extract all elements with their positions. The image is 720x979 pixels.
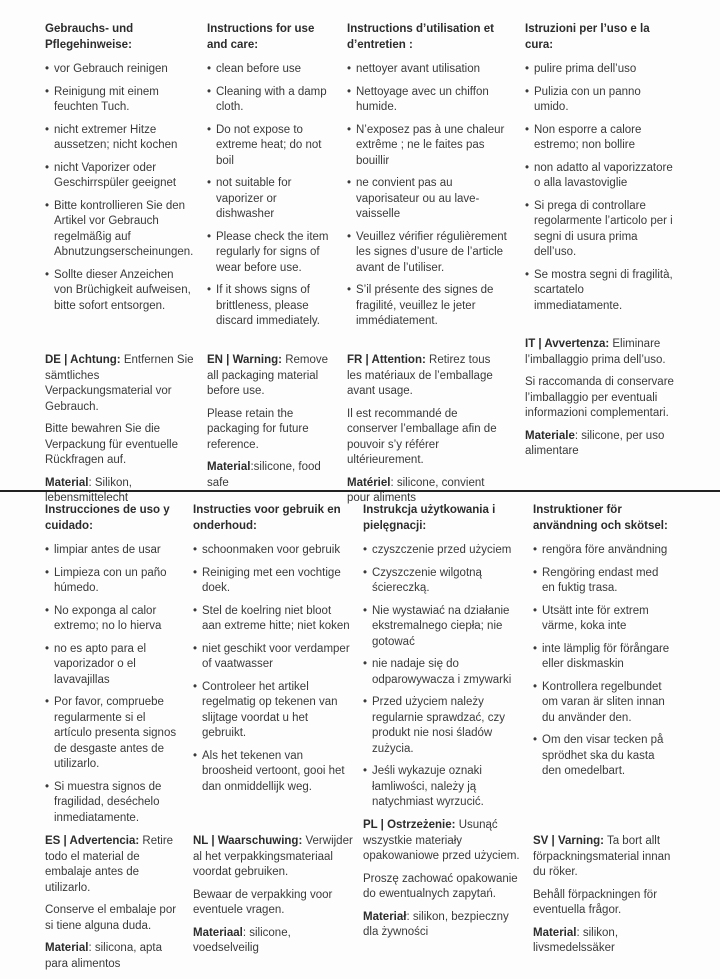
- de-heading: Gebrauchs- und Pflegehinweise:: [45, 23, 134, 51]
- list-item: • Non esporre a calore estremo; non bollire: [525, 123, 675, 154]
- en-warning-label: EN | Warning:: [207, 354, 282, 366]
- sv-warning: [533, 834, 673, 964]
- en-heading: Instructions for use and care:: [207, 23, 315, 51]
- it-warning: [525, 337, 675, 467]
- it-list: [525, 62, 675, 314]
- list-item: • niet geschikt voor verdamper of vaatwasser: [193, 642, 353, 673]
- es-list: [45, 543, 185, 826]
- list-item: • Reiniging met een vochtige doek.: [193, 566, 353, 597]
- material-info: Material: silicona, apta para alimentos: [45, 942, 162, 970]
- material-info: Materiaal: silicone, voedselveilig: [193, 926, 291, 954]
- list-item: • Als het tekenen van broosheid vertoont, gooi het dan onmiddellijk weg.: [193, 749, 353, 796]
- list-item: • Cleaning with a damp cloth.: [207, 85, 337, 116]
- de-instructions: [45, 22, 195, 321]
- list-item: • Reinigung mit einem feuchten Tuch.: [45, 85, 195, 116]
- warning-text: SV | Varning: Ta bort allt förpackningsmaterial innan du röker.: [533, 835, 671, 878]
- nl-list: [193, 543, 353, 795]
- it-warning-label: IT | Avvertenza:: [525, 338, 610, 350]
- list-item: • Pulizia con un panno umido.: [525, 85, 675, 116]
- fr-heading: Instructions d’utilisation et d’entretien :: [347, 23, 494, 51]
- list-item: • Om den visar tecken på sprödhet ska du kasta den omedelbart.: [533, 733, 673, 780]
- list-item: • ne convient pas au vaporisateur ou au lave-vaisselle: [347, 176, 507, 223]
- sv-list: [533, 543, 673, 780]
- list-item: • Nettoyage avec un chiffon humide.: [347, 85, 507, 116]
- pl-warning: [363, 818, 523, 948]
- nl-warning-label: NL | Waarschuwing:: [193, 835, 303, 847]
- list-item: • nettoyer avant utilisation: [347, 62, 507, 78]
- list-item: • limpiar antes de usar: [45, 543, 185, 559]
- section-divider: [0, 490, 720, 492]
- packaging-note: Bewaar de verpakking voor eventuele vragen.: [193, 888, 333, 916]
- material-info: Matériel: silicone, convient pour aliments: [347, 476, 485, 504]
- sv-heading: Instruktioner för användning och skötsel:: [533, 504, 668, 532]
- pl-instructions: [363, 503, 523, 818]
- list-item: • Se mostra segni di fragilità, scartatelo immediatamente.: [525, 268, 675, 315]
- pl-list: [363, 543, 523, 811]
- list-item: • nicht extremer Hitze aussetzen; nicht kochen: [45, 123, 195, 154]
- list-item: • Please check the item regularly for signs of wear before use.: [207, 230, 337, 277]
- list-item: • S’il présente des signes de fragilité, veuillez le jeter immédiatement.: [347, 283, 507, 330]
- es-heading: Instrucciones de uso y cuidado:: [45, 504, 170, 532]
- fr-list: [347, 62, 507, 330]
- material-info: Material: silikon, livsmedelssäker: [533, 926, 619, 954]
- list-item: • Sollte dieser Anzeichen von Brüchigkeit aufweisen, bitte sofort entsorgen.: [45, 268, 195, 315]
- list-item: • schoonmaken voor gebruik: [193, 543, 353, 559]
- list-item: • clean before use: [207, 62, 337, 78]
- nl-heading: Instructies voor gebruik en onderhoud:: [193, 504, 341, 532]
- pl-warning-label: PL | Ostrzeżenie:: [363, 819, 456, 831]
- list-item: • Utsätt inte för extrem värme, koka inte: [533, 604, 673, 635]
- list-item: • Stel de koelring niet bloot aan extreme hitte; niet koken: [193, 604, 353, 635]
- list-item: • No exponga al calor extremo; no lo hierva: [45, 604, 185, 635]
- list-item: • inte lämplig för förångare eller diskmaskin: [533, 642, 673, 673]
- warning-text: FR | Attention: Retirez tous les matériaux de l’emballage avant usage.: [347, 354, 493, 397]
- list-item: • not suitable for vaporizer or dishwasher: [207, 176, 337, 223]
- list-item: • Si prega di controllare regolarmente l’articolo per i segni di usura prima dell’uso.: [525, 199, 675, 261]
- sv-instructions: [533, 503, 673, 787]
- de-list: [45, 62, 195, 314]
- material-info: Materiale: silicone, per uso alimentare: [525, 429, 665, 457]
- list-item: • vor Gebrauch reinigen: [45, 62, 195, 78]
- material-info: Materiał: silikon, bezpieczny dla żywności: [363, 910, 509, 938]
- warning-text: EN | Warning: Remove all packaging material before use.: [207, 354, 329, 397]
- packaging-note: Behåll förpackningen för eventuella frågor.: [533, 888, 658, 916]
- it-heading: Istruzioni per l’uso e la cura:: [525, 23, 650, 51]
- nl-instructions: [193, 503, 353, 802]
- it-instructions: [525, 22, 675, 321]
- list-item: • Do not expose to extreme heat; do not boil: [207, 123, 337, 170]
- fr-warning-label: FR | Attention:: [347, 354, 426, 366]
- list-item: • Jeśli wykazuje oznaki łamliwości, należy ją natychmiast wyrzucić.: [363, 764, 523, 811]
- list-item: • Czyszczenie wilgotną ściereczką.: [363, 566, 523, 597]
- warning-text: PL | Ostrzeżenie: Usunąć wszystkie materiały opakowaniowe przed użyciem.: [363, 819, 520, 862]
- de-warning-label: DE | Achtung:: [45, 354, 121, 366]
- material-info: Material: Silikon, lebensmittelecht: [45, 476, 132, 504]
- list-item: • Veuillez vérifier régulièrement les signes d’usure de l’article avant de l’utiliser.: [347, 230, 507, 277]
- packaging-note: Proszę zachować opakowanie do ewentualnych zapytań.: [363, 872, 518, 900]
- nl-warning: [193, 834, 353, 964]
- list-item: • rengöra före användning: [533, 543, 673, 559]
- list-item: • non adatto al vaporizzatore o alla lavastoviglie: [525, 161, 675, 192]
- list-item: • Bitte kontrollieren Sie den Artikel vor Gebrauch regelmäßig auf Abnutzungserscheinungen.: [45, 199, 195, 261]
- list-item: • Nie wystawiać na działanie ekstremalnego ciepła; nie gotować: [363, 604, 523, 651]
- en-instructions: [207, 22, 337, 337]
- list-item: • pulire prima dell’uso: [525, 62, 675, 78]
- list-item: • Controleer het artikel regelmatig op tekenen van slijtage voordat u het gebruikt.: [193, 680, 353, 742]
- en-warning: [207, 353, 337, 498]
- list-item: • Limpieza con un paño húmedo.: [45, 566, 185, 597]
- material-info: Material:silicone, food safe: [207, 461, 321, 489]
- list-item: • nicht Vaporizer oder Geschirrspüler geeignet: [45, 161, 195, 192]
- warning-text: ES | Advertencia: Retire todo el material de embalaje antes de utilizarlo.: [45, 835, 174, 894]
- es-warning: [45, 834, 185, 979]
- list-item: • Kontrollera regelbundet om varan är sliten innan du använder den.: [533, 680, 673, 727]
- sv-warning-label: SV | Varning:: [533, 835, 604, 847]
- fr-instructions: [347, 22, 507, 337]
- list-item: • Por favor, compruebe regularmente si el artículo presenta signos de desgaste antes de utilizarlo.: [45, 695, 185, 773]
- packaging-note: Bitte bewahren Sie die Verpackung für eventuelle Rückfragen auf.: [45, 423, 178, 466]
- pl-heading: Instrukcja użytkowania i pielęgnacji:: [363, 504, 496, 532]
- packaging-note: Please retain the packaging for future reference.: [207, 407, 309, 451]
- warning-text: NL | Waarschuwing: Verwijder al het verpakkingsmateriaal voordat gebruiken.: [193, 835, 353, 878]
- list-item: • N’exposez pas à une chaleur extrême ; ne le faites pas bouillir: [347, 123, 507, 170]
- list-item: • czyszczenie przed użyciem: [363, 543, 523, 559]
- es-warning-label: ES | Advertencia:: [45, 835, 140, 847]
- packaging-note: Il est recommandé de conserver l’emballage afin de pouvoir s’y référer ultérieurement.: [347, 407, 497, 466]
- packaging-note: Conserve el embalaje por si tiene alguna duda.: [45, 904, 177, 932]
- list-item: • If it shows signs of brittleness, please discard immediately.: [207, 283, 337, 330]
- list-item: • Przed użyciem należy regularnie sprawdzać, czy produkt nie nosi śladów zużycia.: [363, 695, 523, 757]
- warning-text: DE | Achtung: Entfernen Sie sämtliches Verpackungsmaterial vor Gebrauch.: [45, 354, 194, 413]
- es-instructions: [45, 503, 185, 833]
- packaging-note: Si raccomanda di conservare l’imballaggio per eventuali informazioni complementari.: [525, 376, 674, 419]
- list-item: • nie nadaje się do odparowywacza i zmywarki: [363, 657, 523, 688]
- list-item: • Si muestra signos de fragilidad, deséchelo inmediatamente.: [45, 780, 185, 827]
- list-item: • no es apto para el vaporizador o el lavavajillas: [45, 642, 185, 689]
- warning-text: IT | Avvertenza: Eliminare l’imballaggio prima dell’uso.: [525, 338, 666, 366]
- en-list: [207, 62, 337, 330]
- list-item: • Rengöring endast med en fuktig trasa.: [533, 566, 673, 597]
